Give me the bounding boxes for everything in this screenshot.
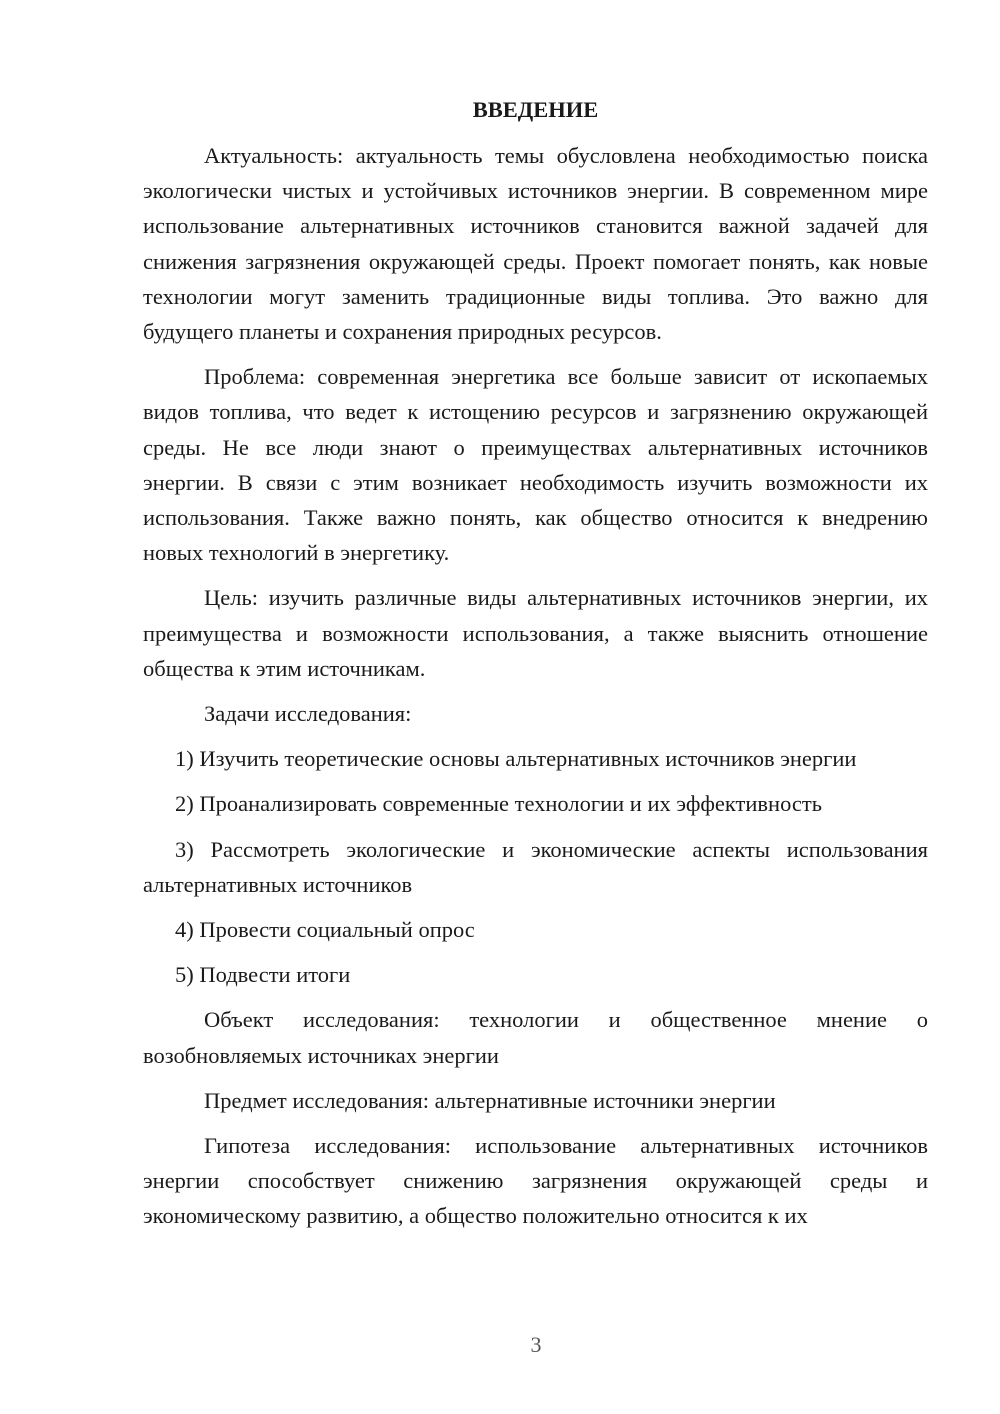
page-number: 3 (530, 1332, 542, 1357)
task-item-5: 5) Подвести итоги (175, 962, 351, 988)
document-body (143, 92, 928, 1244)
section-title: ВВЕДЕНИЕ (472, 97, 599, 122)
tasks-heading: Задачи исследования: (204, 701, 412, 727)
task-item-4: 4) Провести социальный опрос (175, 917, 475, 943)
paragraph-relevance: Актуальность: актуальность темы обусловлена необходимостью поиска экологически чистых и устойчивых источников энергии. В современном мире использование альтернативных источников становится важной задачей для снижения загрязнения окружающей среды. Проект помогает понять, как новые технологии могут заменить традиционные виды топлива. Это важно для будущего планеты и сохранения природных ресурсов. (143, 143, 928, 345)
task-item-1: 1) Изучить теоретические основы альтернативных источников энергии (175, 746, 857, 772)
task-item-3: 3) Рассмотреть экологические и экономические аспекты использования альтернативных источников (143, 836, 928, 897)
paragraph-subject: Предмет исследования: альтернативные источники энергии (204, 1087, 776, 1113)
paragraph-object: Объект исследования: технологии и общественное мнение о возобновляемых источниках энергии (143, 1007, 928, 1068)
paragraph-hypothesis: Гипотеза исследования: использование альтернативных источников энергии способствует снижению загрязнения окружающей среды и экономическому развитию, а общество положительно относится к их (143, 1133, 928, 1229)
task-item-2: 2) Проанализировать современные технологии и их эффективность (175, 791, 822, 817)
paragraph-problem: Проблема: современная энергетика все больше зависит от ископаемых видов топлива, что ведет к истощению ресурсов и загрязнению окружающей среды. Не все люди знают о преимуществах альтернативных источников энергии. В связи с этим возникает необходимость изучить возможности их использования. Также важно понять, как общество относится к внедрению новых технологий в энергетику. (143, 364, 928, 566)
paragraph-goal: Цель: изучить различные виды альтернативных источников энергии, их преимущества и возможности использования, а также выяснить отношение общества к этим источникам. (143, 585, 928, 681)
